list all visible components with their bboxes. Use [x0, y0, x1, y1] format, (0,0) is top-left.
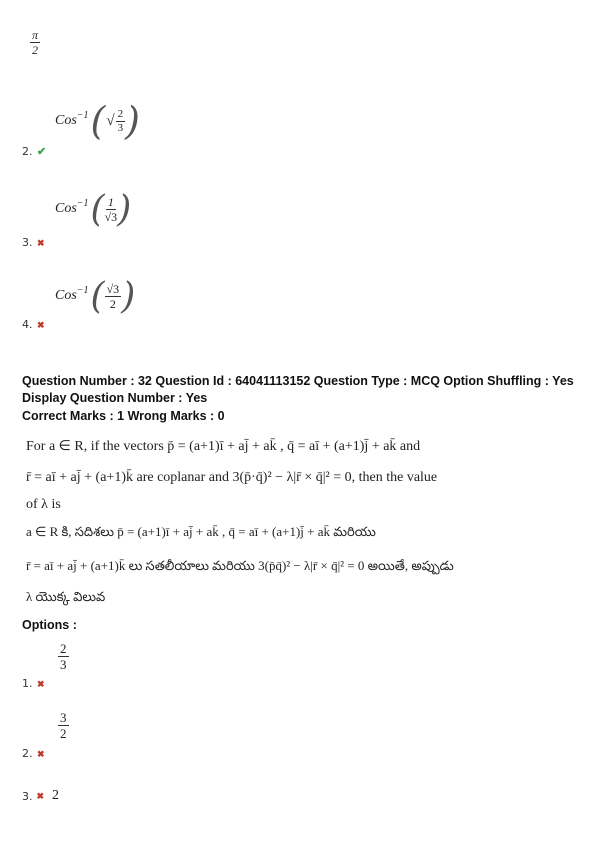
cross-icon: ✖ — [36, 679, 45, 689]
question-text-te-line-1: a ∈ R కి, సదిశలు p̄ = (a+1)ī + aj̄ + ak̄ , q̄ = aī + (a+1)j̄ + ak̄ మరియు — [26, 524, 376, 539]
cross-icon: ✖ — [36, 790, 45, 801]
question-text-en-line-3: of λ is — [26, 497, 61, 512]
question-text-en-line-2: r̄ = aī + aj̄ + (a+1)k̄ are coplanar and 3(p̄·q̄)² − λ|r̄ × q̄|² = 0, then the value — [26, 470, 438, 485]
option-1-value: $\frac{2}{3}$ — [60, 641, 67, 672]
options-heading: Options : — [22, 618, 77, 632]
option-3-label: 3. ✖ — [22, 236, 45, 249]
option-2-label: 2. ✖ — [22, 747, 45, 760]
option-3-expression: Cos $^{-1}$ ( $\frac{1}{√3}$ ) — [55, 188, 132, 230]
display-question-number: Display Question Number : Yes — [22, 391, 208, 405]
option-3-row: 3. ✖ 2 — [22, 788, 60, 803]
check-icon: ✔ — [36, 146, 47, 158]
cross-icon: ✖ — [36, 320, 45, 330]
question-text-en-line-1: For a ∈ R, if the vectors p̄ = (a+1)ī + aj̄ + ak̄ , q̄ = aī + (a+1)j̄ + ak̄ and — [26, 439, 421, 454]
question-text-te-line-2: r̄ = aī + aj̄ + (a+1)k̄ లు సతలీయాలు మరియు 3(p̄q̄)² − λ|r̄ × q̄|² = 0 అయితే, అప్పుడు — [26, 558, 454, 573]
marks-line: Correct Marks : 1 Wrong Marks : 0 — [22, 409, 225, 423]
option-2-label: 2. ✔ — [22, 145, 47, 158]
cross-icon: ✖ — [36, 749, 45, 759]
question-text-te-line-3: λ యొక్క విలువ — [26, 589, 106, 604]
option-3-value: 2 — [52, 788, 60, 803]
option-2-expression: Cos $^{-1}$ ( √ $\frac{2}{3}$ ) — [55, 99, 140, 143]
option-1-label: 1. ✖ — [22, 677, 45, 690]
option-4-label: 4. ✖ — [22, 318, 45, 331]
question-meta-line: Question Number : 32 Question Id : 64041113152 Question Type : MCQ Option Shuffling : Yes — [22, 374, 574, 388]
option-4-expression: Cos $^{-1}$ ( $\frac{√3}{2}$ ) — [55, 275, 136, 317]
cross-icon: ✖ — [36, 238, 45, 248]
option-2-value: $\frac{3}{2}$ — [60, 710, 67, 741]
option-value-pi-over-2: $\frac{\pi}{2}$ — [32, 28, 39, 57]
